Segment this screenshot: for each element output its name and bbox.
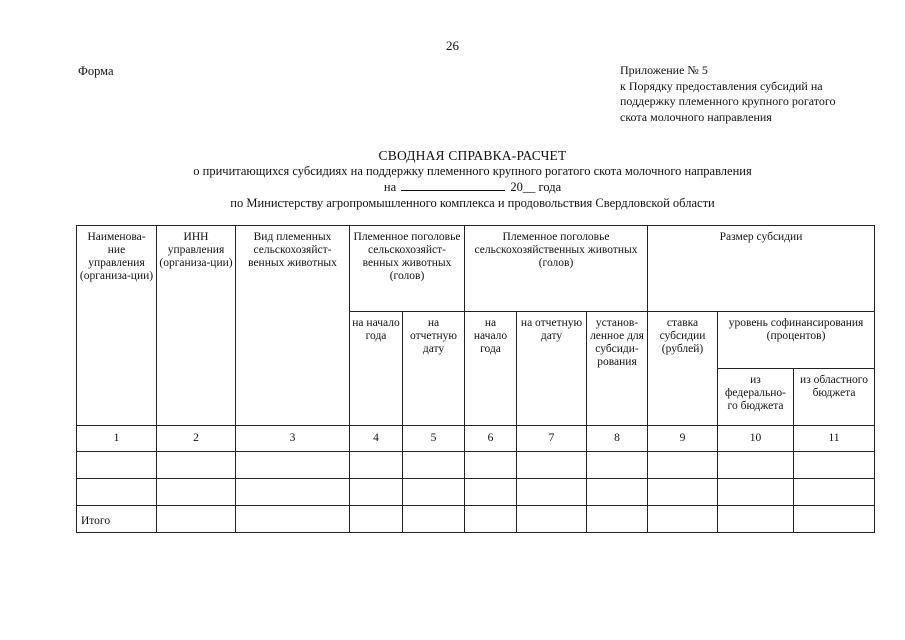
table-cell[interactable] [517,452,587,479]
appendix-line: Приложение № 5 [620,63,708,77]
table-cell[interactable] [648,506,718,533]
column-number: 4 [350,426,403,452]
table-cell[interactable] [718,452,794,479]
table-cell[interactable] [236,452,350,479]
col-org-name: Наименова-ние управления (организа-ции) [77,226,157,426]
column-number: 7 [517,426,587,452]
col-animal-type: Вид племенных сельскохозяйст-венных животных [236,226,350,426]
group-livestock-1: Племенное поголовье сельскохозяйст-венных животных (голов) [350,226,465,312]
table-row [77,452,875,479]
column-number: 1 [77,426,157,452]
column-number: 9 [648,426,718,452]
column-number: 3 [236,426,350,452]
date-prefix: на [383,180,397,194]
appendix-line: к Порядку предоставления субсидий на [620,78,823,93]
table-cell[interactable] [794,506,875,533]
table-cell[interactable] [77,452,157,479]
table-cell[interactable] [587,452,648,479]
col-start-of-year-2: на начало года [465,312,517,426]
table-cell[interactable] [465,479,517,506]
table-cell[interactable] [794,452,875,479]
table-cell[interactable] [587,506,648,533]
title-heading: СВОДНАЯ СПРАВКА-РАСЧЕТ [378,148,567,163]
table-cell[interactable] [403,506,465,533]
table-cell[interactable] [718,479,794,506]
col-set-for-subsidy: установ-ленное для субсиди-рования [587,312,648,426]
column-number: 11 [794,426,875,452]
table-cell[interactable] [77,479,157,506]
total-row [77,506,875,533]
page-number: 26 [446,38,459,53]
table-cell[interactable] [236,479,350,506]
table-cell[interactable] [157,506,236,533]
col-federal-budget: из федерально-го бюджета [718,369,794,426]
table-row [77,479,875,506]
table-cell[interactable] [517,479,587,506]
column-number: 2 [157,426,236,452]
table-cell[interactable] [465,452,517,479]
calculation-table [76,225,875,533]
appendix-line: скота молочного направления [620,109,772,124]
column-number-row [77,426,875,452]
column-number: 5 [403,426,465,452]
table-cell[interactable] [157,452,236,479]
table-cell[interactable] [403,479,465,506]
group-subsidy-size: Размер субсидии [648,226,875,312]
table-cell[interactable] [403,452,465,479]
title-subject: о причитающихся субсидиях на поддержку племенного крупного рогатого скота молочного направления [193,163,752,178]
column-number: 6 [465,426,517,452]
column-number: 8 [587,426,648,452]
date-blank [401,179,505,191]
table-cell[interactable] [350,506,403,533]
table-cell[interactable] [350,479,403,506]
table-cell[interactable] [587,479,648,506]
table-cell[interactable] [648,452,718,479]
table-cell[interactable] [350,452,403,479]
col-start-of-year: на начало года [350,312,403,426]
appendix-line: поддержку племенного крупного рогатого [620,94,836,108]
form-label: Форма [78,64,114,78]
col-inn: ИНН управления (организа-ции) [157,226,236,426]
col-report-date: на отчетную дату [403,312,465,426]
total-label: Итого [77,506,157,533]
title-ministry: по Министерству агропромышленного комплекса и продовольствия Свердловской области [230,195,715,210]
document-title [0,148,905,211]
date-year: 20__ года [510,180,562,194]
appendix-note [620,63,835,125]
table-cell[interactable] [236,506,350,533]
header-row [77,226,875,312]
table-cell[interactable] [648,479,718,506]
col-cofinancing-level: уровень софинансирования (процентов) [718,312,875,369]
title-date-line [0,179,905,196]
column-number: 10 [718,426,794,452]
table-cell[interactable] [157,479,236,506]
table-cell[interactable] [794,479,875,506]
table-cell[interactable] [517,506,587,533]
col-report-date-2: на отчетную дату [517,312,587,426]
table-cell[interactable] [465,506,517,533]
col-subsidy-rate: ставка субсидии (рублей) [648,312,718,426]
col-regional-budget: из областного бюджета [794,369,875,426]
table-cell[interactable] [718,506,794,533]
group-livestock-2: Племенное поголовье сельскохозяйственных животных (голов) [465,226,648,312]
